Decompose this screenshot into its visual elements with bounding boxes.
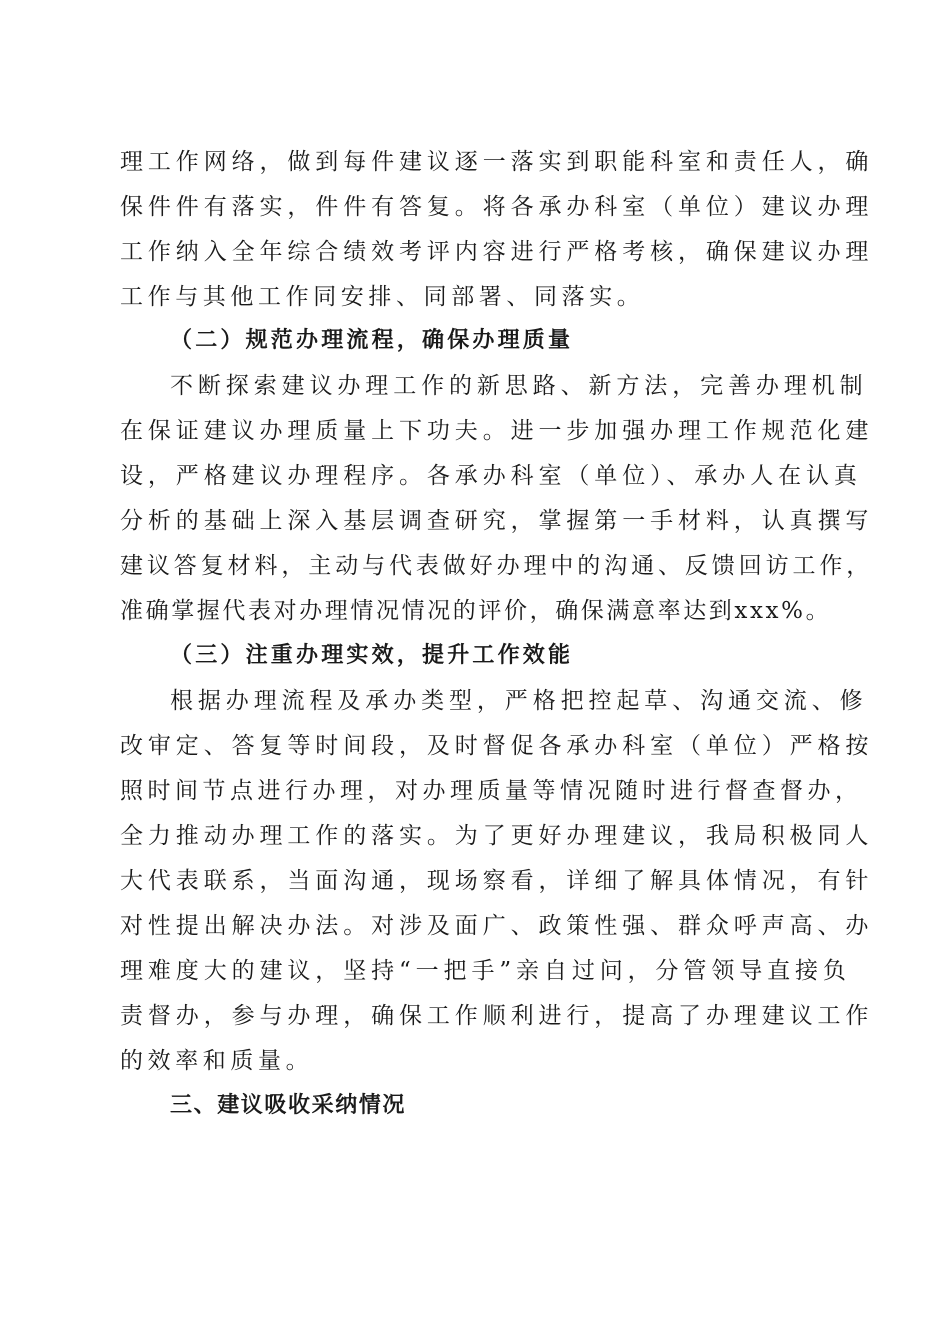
body-text-line: 工作纳入全年综合绩效考评内容进行严格考核，确保建议办理: [120, 239, 874, 265]
body-text-line: 分析的基础上深入基层调查研究，掌握第一手材料，认真撰写: [120, 508, 874, 534]
body-text-line: 设，严格建议办理程序。各承办科室（单位）、承办人在认真: [120, 463, 862, 489]
body-text-line: 对性提出解决办法。对涉及面广、政策性强、群众呼声高、办: [120, 913, 874, 939]
body-text-line: 大代表联系，当面沟通，现场察看，详细了解具体情况，有针: [120, 868, 874, 894]
body-text-line: 不断探索建议办理工作的新思路、新方法，完善办理机制: [170, 373, 868, 399]
section-heading-2: （二）规范办理流程，确保办理质量: [170, 328, 574, 353]
body-text-line: 根据办理流程及承办类型，严格把控起草、沟通交流、修: [170, 688, 868, 714]
body-text-line: 理工作网络，做到每件建议逐一落实到职能科室和责任人，确: [120, 149, 874, 175]
body-text-line: 准确掌握代表对办理情况情况的评价，确保满意率达到xxx%。: [120, 598, 832, 624]
body-text-line: 建议答复材料，主动与代表做好办理中的沟通、反馈回访工作，: [120, 553, 874, 579]
body-text-line: 工作与其他工作同安排、同部署、同落实。: [120, 284, 645, 310]
body-text-line: 改审定、答复等时间段，及时督促各承办科室（单位）严格按: [120, 733, 874, 759]
body-text-line: 责督办，参与办理，确保工作顺利进行，提高了办理建议工作: [120, 1003, 874, 1029]
body-text-line: 保件件有落实，件件有答复。将各承办科室（单位）建议办理: [120, 194, 874, 220]
body-text-line: 全力推动办理工作的落实。为了更好办理建议，我局积极同人: [120, 823, 874, 849]
section-heading-3: （三）注重办理实效，提升工作效能: [170, 643, 574, 668]
chapter-heading-3: 三、建议吸收采纳情况: [170, 1093, 407, 1118]
body-text-line: 理难度大的建议，坚持“一把手”亲自过问，分管领导直接负: [120, 958, 851, 984]
body-text-line: 的效率和质量。: [120, 1048, 314, 1074]
body-text-line: 在保证建议办理质量上下功夫。进一步加强办理工作规范化建: [120, 418, 874, 444]
body-text-line: 照时间节点进行办理，对办理质量等情况随时进行督查督办，: [120, 778, 863, 804]
